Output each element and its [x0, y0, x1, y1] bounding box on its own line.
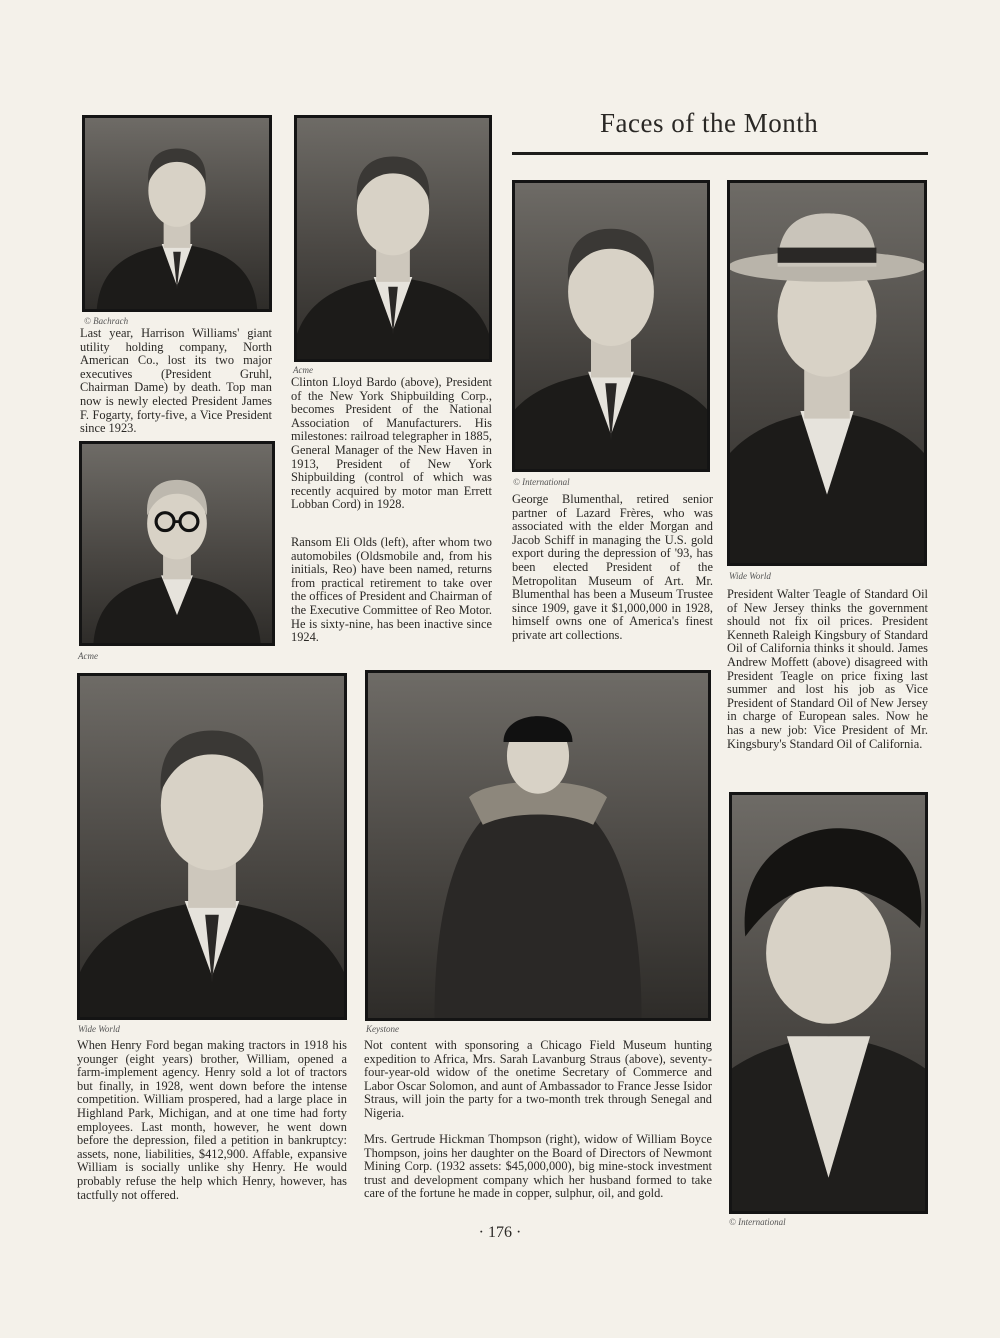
portrait-man-glasses-icon [82, 444, 272, 643]
photo-straus [365, 670, 711, 1021]
portrait-man-hat-icon [730, 183, 924, 563]
caption-ford: When Henry Ford began making tractors in 1918 his younger (eight years) brother, William, opened a farm-implement agency. Henry sold a lot of tractors but finally, in 1928, went down before the intense competition. William prospered, had a large place in Highland Park, Michigan, and at one time had forty employees. Last month, however, he went down before the depression, filed a petition in bankruptcy: assets, none, liabilities, $412,900. Affable, expansive William is socially unlike shy Henry. He would probably refuse the help which Henry, however, has tactfully not offered. [77, 1038, 347, 1202]
caption-thompson: Mrs. Gertrude Hickman Thompson (right), widow of William Boyce Thompson, joins her daughter on the Board of Directors of Newmont Mining Corp. (1932 assets: $45,000,000), big mine-stock investment trust and development company which her husband formed to take care of the fortune he made in copper, sulphur, oil, and gold. [364, 1132, 712, 1201]
caption-fogarty: Last year, Harrison Williams' giant utility holding company, North American Co., lost its two major executives (President Gruhl, Chairman Dame) by death. Top man now is newly elected President James F. Fogarty, forty-five, a Vice President since 1923. [80, 326, 272, 436]
photo-credit-ford: Wide World [78, 1024, 120, 1034]
caption-bardo: Clinton Lloyd Bardo (above), President of the New York Shipbuilding Corp., becomes President of the National Association of Manufacturers. His milestones: railroad telegrapher in 1885, General Manager of the New Haven in 1913, President of New York Shipbuilding (control of which was recently acquired by motor man Errett Lobban Cord) in 1928. [291, 375, 492, 512]
photo-fogarty [82, 115, 272, 312]
photo-credit-thompson: © International [729, 1217, 786, 1227]
portrait-man-icon [515, 183, 707, 469]
photo-credit-straus: Keystone [366, 1024, 399, 1034]
photo-credit-bardo: Acme [293, 365, 313, 375]
portrait-woman-icon [368, 673, 708, 1018]
portrait-man-icon [85, 118, 269, 309]
portrait-woman-hat-icon [732, 795, 925, 1211]
portrait-man-icon [80, 676, 344, 1017]
photo-credit-olds: Acme [78, 651, 98, 661]
photo-credit-blumenthal: © International [513, 477, 570, 487]
photo-olds [79, 441, 275, 646]
portrait-man-icon [297, 118, 489, 359]
caption-blumenthal: George Blumenthal, retired senior partner of Lazard Frères, who was associated with the elder Morgan and Jacob Schiff in managing the U.S. gold export during the depression of '93, has been elected President of the Metropolitan Museum of Art. Mr. Blumenthal has been a Museum Trustee since 1909, gave it $1,000,000 in 1928, himself owns one of America's finest private art collections. [512, 492, 713, 642]
photo-moffett [727, 180, 927, 566]
caption-olds: Ransom Eli Olds (left), after whom two automobiles (Oldsmobile and, from his initials, Reo) have been named, returns from practical retirement to take over the offices of President and Chairman of the Executive Committee of Reo Motor. He is sixty-nine, has been inactive since 1924. [291, 535, 492, 645]
caption-straus: Not content with sponsoring a Chicago Field Museum hunting expedition to Africa, Mrs. Sarah Lavanburg Straus (above), seventy-four-year-old widow of the onetime Secretary of Commerce and Labor Oscar Solomon, and aunt of Ambassador to France Jesse Isidor Straus, will join the party for a two-month trek through Senegal and Nigeria. [364, 1038, 712, 1120]
caption-moffett: President Walter Teagle of Standard Oil of New Jersey thinks the government should not fix oil prices. President Kenneth Raleigh Kingsbury of Standard Oil of California thinks it should. James Andrew Moffett (above) disagreed with President Teagle on price fixing last summer and lost his job as Vice President of Standard Oil of New Jersey in charge of European sales. Now he has a new job: Vice President of Mr. Kingsbury's Standard Oil of California. [727, 587, 928, 751]
photo-credit-fogarty: © Bachrach [84, 316, 129, 326]
photo-thompson [729, 792, 928, 1214]
photo-blumenthal [512, 180, 710, 472]
page-title: Faces of the Month [600, 108, 819, 138]
photo-credit-moffett: Wide World [729, 571, 771, 581]
title-rule [512, 152, 928, 155]
photo-bardo [294, 115, 492, 362]
page-number: · 176 · [478, 1224, 522, 1241]
photo-ford [77, 673, 347, 1020]
